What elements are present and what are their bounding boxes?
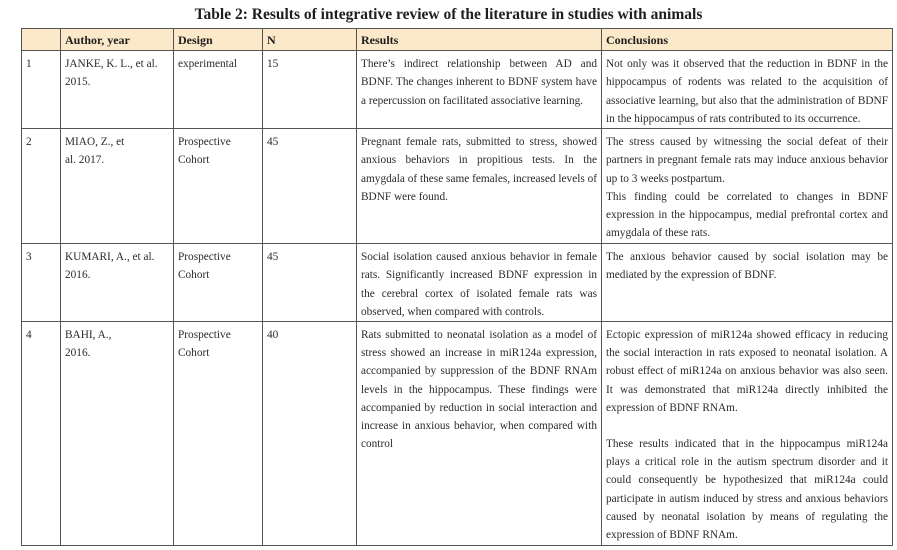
header-row [22, 29, 893, 51]
n-cell: 15 [263, 51, 357, 129]
author-name: KUMARI, A., et al. [65, 251, 155, 264]
results-cell: Social isolation caused anxious behavior in female rats. Significantly increased BDNF expression in the cerebral cortex of isolated female rats was observed, when compared with controls. [357, 244, 602, 322]
row-number: 1 [22, 51, 61, 129]
author-cell [61, 51, 174, 129]
design-text: Prospective [178, 251, 231, 264]
design-text: Cohort [178, 347, 210, 360]
header-conclusions: Conclusions [602, 29, 893, 51]
design-text: experimental [178, 58, 237, 71]
header-n: N [263, 29, 357, 51]
author-cell [61, 322, 174, 546]
conclusions-cell [602, 244, 893, 322]
conclusions-cell [602, 51, 893, 129]
author-name: JANKE, K. L., et al. [65, 58, 158, 71]
author-name: BAHI, A., [65, 329, 112, 342]
conclusions-cell [602, 129, 893, 244]
table-row [22, 51, 893, 129]
row-number: 4 [22, 322, 61, 546]
header-results: Results [357, 29, 602, 51]
header-number [22, 29, 61, 51]
table-row [22, 129, 893, 244]
design-text: Prospective [178, 136, 231, 149]
author-year: 2016. [65, 269, 91, 282]
conclusion-paragraph: The stress caused by witnessing the social defeat of their partners in pregnant female rats may induce anxious behavior up to 3 weeks postpartum. [606, 136, 888, 185]
author-year: al. 2017. [65, 154, 105, 167]
design-cell [174, 244, 263, 322]
results-cell: Pregnant female rats, submitted to stress, showed anxious behaviors in propitious tests. In the amygdala of these same females, increased levels of BDNF were found. [357, 129, 602, 244]
author-name: MIAO, Z., et [65, 136, 125, 149]
conclusion-paragraph: This finding could be correlated to changes in BDNF expression in the hippocampus, medial prefrontal cortex and amygdala of these rats. [606, 190, 888, 240]
table-row [22, 244, 893, 322]
conclusion-paragraph: Ectopic expression of miR124a showed efficacy in reducing the social interaction in rats exposed to neonatal isolation. A robust effect of miR124a on anxious behavior was also seen. It was demonstrated that miR124a directly inhibited the expression of BDNF RNAm. [606, 329, 888, 414]
header-design: Design [174, 29, 263, 51]
results-cell: There’s indirect relationship between AD and BDNF. The changes inherent to BDNF system have a repercussion on facilitated associative learning. [357, 51, 602, 129]
n-cell: 45 [263, 129, 357, 244]
conclusions-cell [602, 322, 893, 546]
design-text: Cohort [178, 154, 210, 167]
table-row [22, 322, 893, 546]
n-cell: 40 [263, 322, 357, 546]
results-cell: Rats submitted to neonatal isolation as a model of stress showed an increase in miR124a expression, accompanied by suppression of the BDNF RNAm levels in the hippocampus. These findings were accompanied by reduction in social interaction and increase in anxious behavior, when compared with control [357, 322, 602, 546]
author-cell [61, 244, 174, 322]
author-year: 2016. [65, 347, 91, 360]
design-cell [174, 51, 263, 129]
design-cell [174, 129, 263, 244]
row-number: 3 [22, 244, 61, 322]
review-table [21, 28, 893, 546]
n-cell: 45 [263, 244, 357, 322]
row-number: 2 [22, 129, 61, 244]
author-year: 2015. [65, 76, 91, 89]
conclusion-paragraph: The anxious behavior caused by social isolation may be mediated by the expression of BDNF. [606, 251, 888, 282]
design-cell [174, 322, 263, 546]
header-author-year: Author, year [61, 29, 174, 51]
conclusion-paragraph: Not only was it observed that the reduction in BDNF in the hippocampus of rodents was related to the acquisition of associative learning, but also that the administration of BDNF in the hippocampus of rats contributed to its occurrence. [606, 58, 888, 125]
conclusion-paragraph: These results indicated that in the hippocampus miR124a plays a critical role in the autism spectrum disorder and it could consequently be hypothesized that miR124a could participate in autism induced by stress and anxious behaviors caused by neonatal isolation by means of regulating the expression of BDNF RNAm. [606, 438, 888, 542]
table-title: Table 2: Results of integrative review of the literature in studies with animals [194, 6, 703, 23]
design-text: Cohort [178, 269, 210, 282]
design-text: Prospective [178, 329, 231, 342]
author-cell [61, 129, 174, 244]
